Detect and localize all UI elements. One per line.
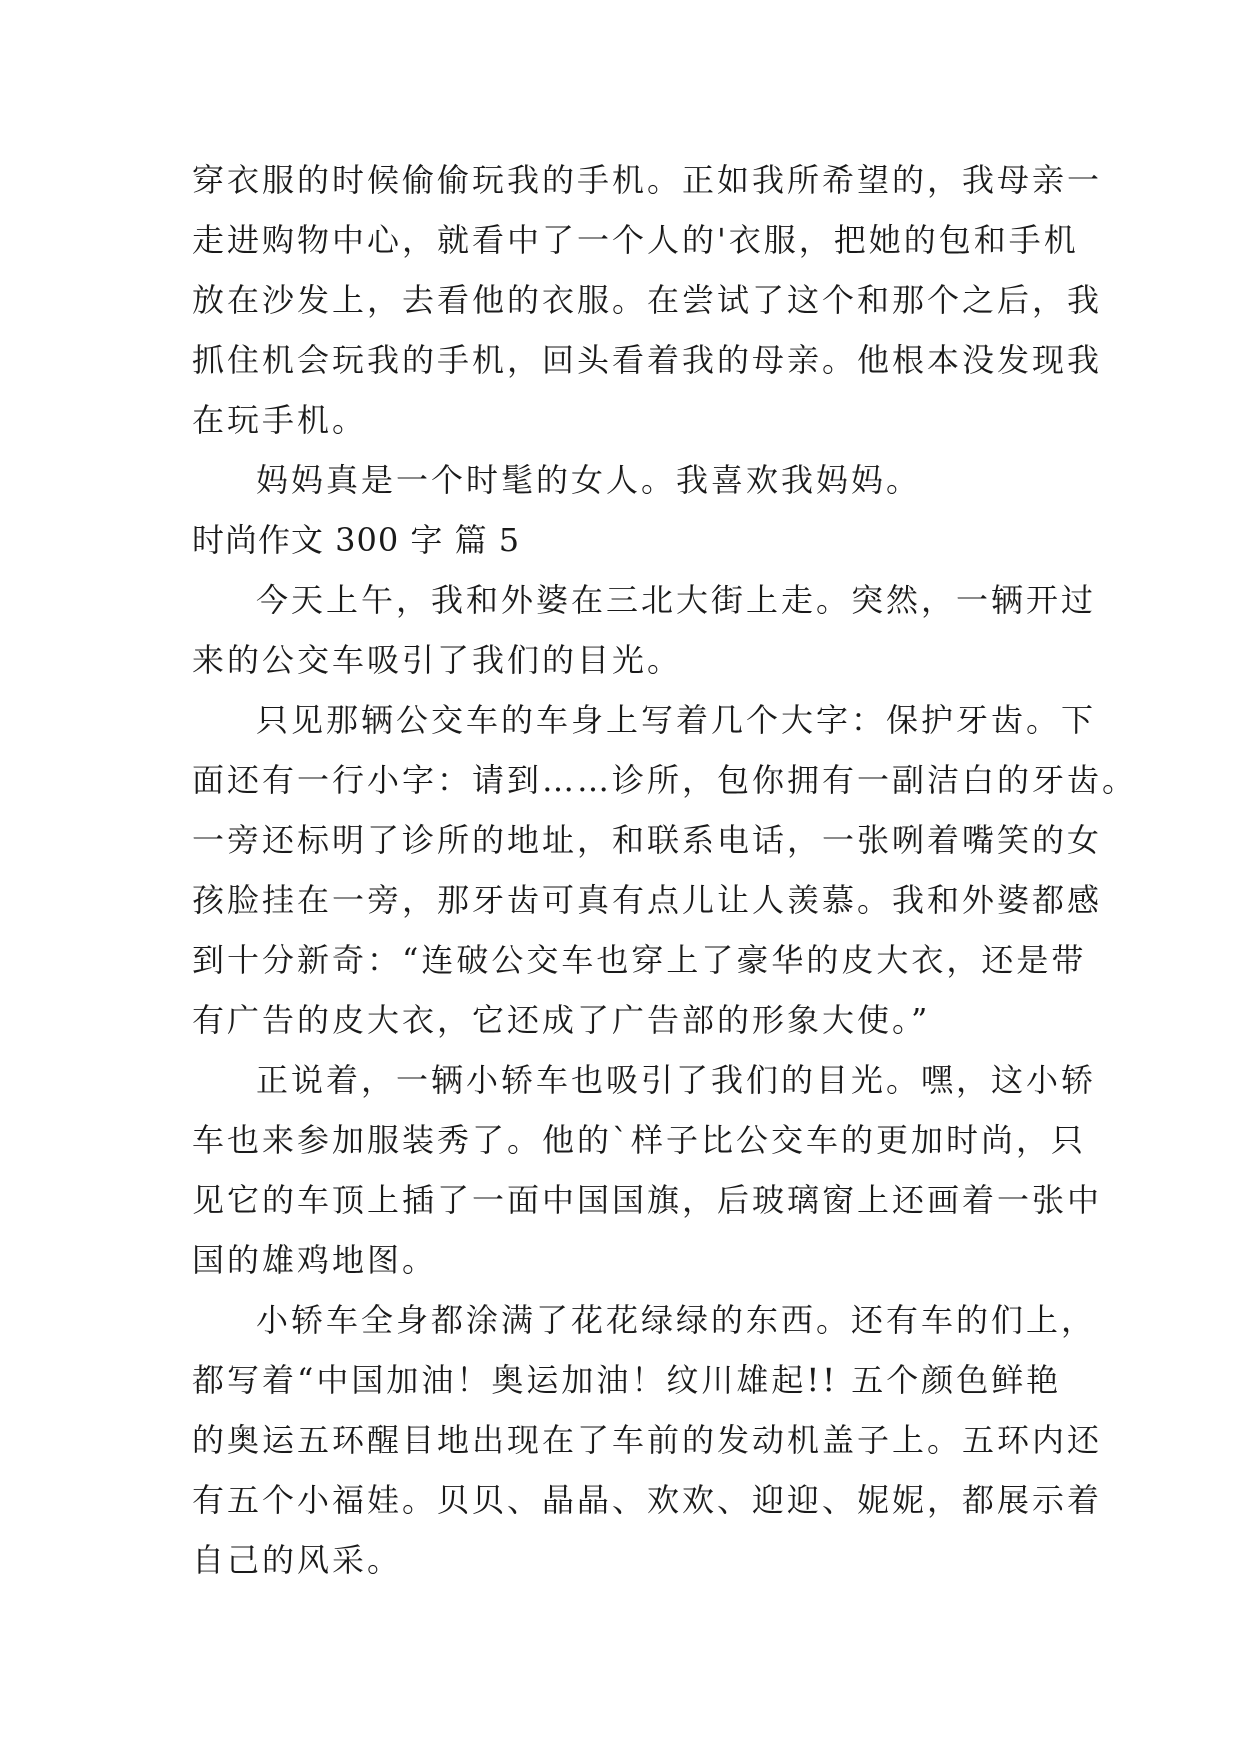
text-line: 见它的车顶上插了一面中国国旗，后玻璃窗上还画着一张中 [192,1181,1103,1219]
text-line: 小轿车全身都涂满了花花绿绿的东西。还有车的们上， [256,1301,1097,1339]
text-line: 有广告的皮大衣，它还成了广告部的形象大使。” [192,1001,931,1039]
text-line: 走进购物中心，就看中了一个人的'衣服，把她的包和手机 [192,221,1079,259]
section-heading: 时尚作文 300 字 篇 5 [192,521,521,559]
paragraph [192,570,1097,690]
text-line: 一旁还标明了诊所的地址，和联系电话，一张咧着嘴笑的女 [192,821,1103,859]
text-line: 抓住机会玩我的手机，回头看着我的母亲。他根本没发现我 [192,341,1103,379]
text-line: 放在沙发上，去看他的衣服。在尝试了这个和那个之后，我 [192,281,1103,319]
paragraph [192,450,1062,510]
paragraph [192,1050,1103,1290]
text-line: 自己的风采。 [192,1541,403,1579]
text-line: 正说着，一辆小轿车也吸引了我们的目光。嘿，这小轿 [256,1061,1097,1099]
text-line: 的奥运五环醒目地出现在了车前的发动机盖子上。五环内还 [192,1421,1103,1459]
text-line: 都写着“中国加油！奥运加油！纹川雄起!! 五个颜色鲜艳 [192,1361,1062,1399]
text-line: 面还有一行小字：请到……诊所，包你拥有一副洁白的牙齿。 [192,761,1138,799]
paragraph [192,690,1138,1050]
text-line: 穿衣服的时候偷偷玩我的手机。正如我所希望的，我母亲一 [192,161,1103,199]
text-line: 今天上午，我和外婆在三北大街上走。突然，一辆开过 [256,581,1097,619]
text-line: 孩脸挂在一旁，那牙齿可真有点儿让人羡慕。我和外婆都感 [192,881,1103,919]
document-body [192,150,1138,1590]
text-line: 国的雄鸡地图。 [192,1241,438,1279]
text-line: 妈妈真是一个时髦的女人。我喜欢我妈妈。 [256,461,922,499]
paragraph [192,150,1103,450]
text-line: 到十分新奇：“连破公交车也穿上了豪华的皮大衣，还是带 [192,941,1087,979]
paragraph [192,1290,1103,1590]
text-line: 车也来参加服装秀了。他的`样子比公交车的更加时尚，只 [192,1121,1087,1159]
text-line: 来的公交车吸引了我们的目光。 [192,641,683,679]
text-line: 在玩手机。 [192,401,368,439]
text-line: 只见那辆公交车的车身上写着几个大字：保护牙齿。下 [256,701,1097,739]
text-line: 有五个小福娃。贝贝、晶晶、欢欢、迎迎、妮妮，都展示着 [192,1481,1103,1519]
